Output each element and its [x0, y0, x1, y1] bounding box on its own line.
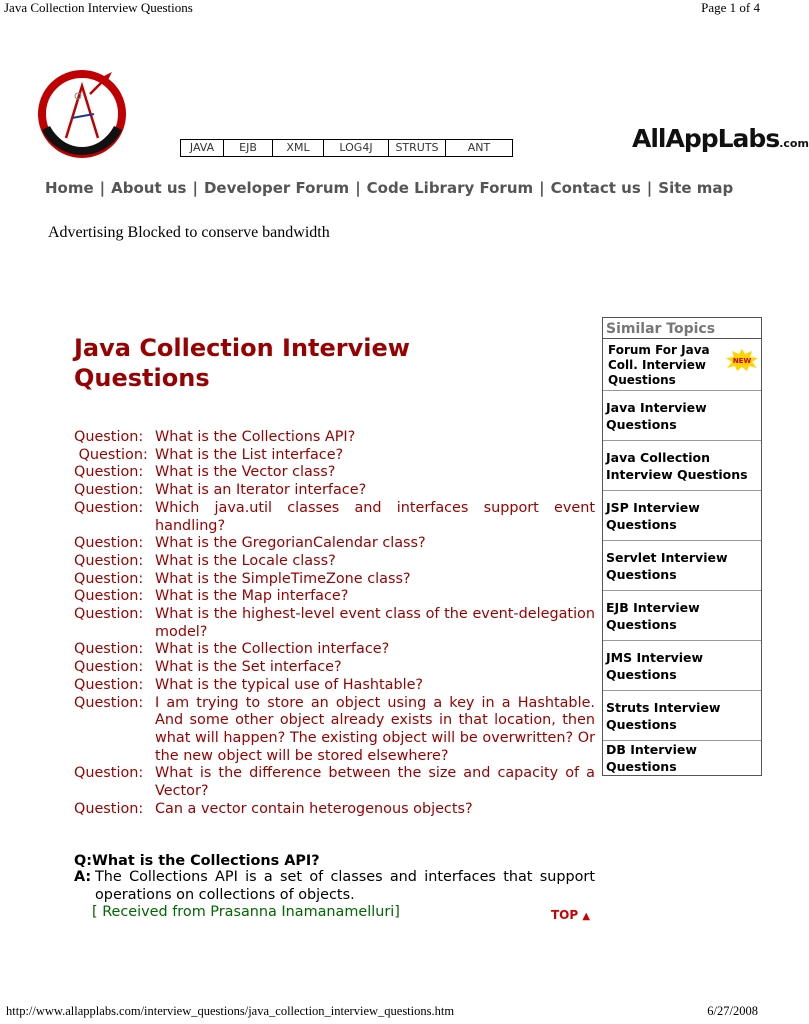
brand-suffix: .com — [779, 137, 809, 150]
sidebar-link[interactable] — [603, 640, 761, 690]
sidebar-link[interactable] — [603, 690, 761, 740]
nav-link-developer-forum[interactable]: Developer Forum — [203, 179, 350, 197]
nav-separator: | — [355, 179, 361, 197]
nav-separator: | — [539, 179, 545, 197]
question-item[interactable] — [74, 571, 595, 589]
svg-text:NEW: NEW — [732, 357, 752, 365]
sidebar-link[interactable] — [603, 390, 761, 440]
sidebar-link-label: Java Collection Interview Questions — [606, 449, 748, 482]
topic-nav-ant[interactable]: ANT — [467, 141, 491, 154]
brand-name: AllAppLabs — [632, 124, 780, 153]
print-header-title: Java Collection Interview Questions — [4, 0, 193, 15]
nav-link-contact-us[interactable]: Contact us — [550, 179, 641, 197]
question-link[interactable]: What is the highest-level event class of the event-delegation model? — [155, 606, 595, 640]
question-item[interactable] — [74, 801, 595, 819]
question-label: Question: — [74, 676, 144, 693]
nav-link-home[interactable]: Home — [45, 179, 94, 197]
question-item[interactable] — [74, 606, 595, 641]
nav-link-about-us[interactable]: About us — [111, 179, 187, 197]
print-page-number: Page 1 of 4 — [701, 0, 760, 15]
question-label: Question: — [74, 659, 144, 676]
sidebar-link[interactable] — [603, 540, 761, 590]
topic-nav-bar — [180, 139, 513, 157]
question-label: Question: — [74, 588, 144, 605]
sidebar-link-label: JMS Interview Questions — [606, 649, 704, 682]
answer-question: Q:What is the Collections API? — [74, 853, 320, 869]
question-item[interactable] — [74, 677, 595, 695]
sidebar-link[interactable] — [603, 490, 761, 540]
sidebar-link[interactable] — [603, 440, 761, 490]
topic-nav-struts[interactable]: STRUTS — [389, 140, 446, 156]
top-label: TOP — [551, 908, 579, 922]
question-link[interactable]: What is the difference between the size and capacity of a Vector? — [155, 765, 595, 800]
advert-notice: Advertising Blocked to conserve bandwidth — [48, 224, 330, 241]
question-label: Question: — [74, 570, 144, 587]
question-item[interactable] — [74, 765, 595, 800]
question-label: Question: — [74, 606, 144, 623]
main-nav — [45, 179, 733, 197]
question-item[interactable] — [74, 482, 595, 500]
sidebar-link-label: JSP Interview Questions — [606, 499, 700, 532]
sidebar-link-label: Struts Interview Questions — [606, 699, 721, 732]
question-link[interactable]: I am trying to store an object using a key in a Hashtable. And some other object already exists in that location, then what will happen? The existing object will be overwritten? Or the new object will be stored elsewhere? — [155, 694, 595, 764]
question-item[interactable] — [74, 641, 595, 659]
question-item[interactable] — [74, 553, 595, 571]
nav-link-site-map[interactable]: Site map — [658, 179, 734, 197]
question-label: Question: — [74, 641, 144, 658]
question-link[interactable]: What is the Collection interface? — [155, 641, 390, 658]
question-link[interactable]: What is the Locale class? — [155, 552, 336, 569]
sidebar-link-label: Servlet Interview Questions — [606, 549, 728, 582]
nav-separator: | — [646, 179, 653, 197]
topic-nav-java[interactable]: JAVA — [181, 140, 224, 156]
arrow-up-icon: ▲ — [582, 911, 591, 922]
received-credit: [ Received from Prasanna Inamanamelluri] — [92, 904, 400, 920]
answer-block — [74, 853, 595, 922]
sidebar-link-label: EJB Interview Questions — [606, 599, 700, 632]
question-link[interactable]: Can a vector contain heterogenous objects? — [155, 800, 473, 817]
sidebar-title: Similar Topics — [603, 318, 761, 339]
sidebar-link-label: Java Interview Questions — [606, 399, 707, 432]
topic-nav-log4j[interactable]: LOG4J — [324, 140, 389, 156]
similar-topics-sidebar — [602, 317, 762, 776]
question-link[interactable]: What is the typical use of Hashtable? — [155, 676, 424, 693]
allapplabs-brand[interactable] — [632, 124, 809, 153]
sidebar-link-label: DB Interview Questions — [606, 742, 697, 774]
question-label: Question: — [74, 446, 148, 463]
question-link[interactable]: What is the Collections API? — [155, 429, 356, 445]
sidebar-link[interactable] — [603, 740, 761, 775]
topic-nav-xml[interactable]: XML — [273, 140, 324, 156]
question-link[interactable]: What is the Set interface? — [155, 659, 342, 676]
sidebar-link-label: Forum For Java Coll. Interview Questions — [608, 343, 710, 387]
question-item[interactable] — [74, 588, 595, 606]
question-label: Question: — [74, 429, 144, 445]
allapplabs-logo[interactable] — [34, 66, 130, 162]
question-label: Question: — [74, 535, 144, 552]
question-link[interactable]: What is the List interface? — [155, 446, 344, 463]
page-title: Java Collection Interview Questions — [74, 334, 410, 392]
print-footer-url: http://www.allapplabs.com/interview_questions/java_collection_interview_questions.htm — [6, 1004, 455, 1018]
question-item[interactable] — [74, 659, 595, 677]
question-item[interactable] — [74, 447, 595, 465]
question-item[interactable] — [74, 429, 595, 447]
question-link[interactable]: What is the Map interface? — [155, 588, 349, 605]
question-link[interactable]: What is the SimpleTimeZone class? — [155, 570, 411, 587]
question-link[interactable]: What is an Iterator interface? — [155, 482, 367, 499]
question-link[interactable]: What is the GregorianCalendar class? — [155, 535, 426, 552]
question-link[interactable]: What is the Vector class? — [155, 464, 336, 481]
nav-separator: | — [99, 179, 106, 197]
sidebar-link[interactable] — [603, 590, 761, 640]
question-label: Question: — [74, 694, 144, 711]
sidebar-link[interactable] — [603, 339, 761, 390]
question-label: Question: — [74, 499, 144, 516]
question-item[interactable] — [74, 500, 595, 535]
nav-link-code-library-forum[interactable]: Code Library Forum — [366, 179, 534, 197]
question-item[interactable] — [74, 695, 595, 766]
question-item[interactable] — [74, 464, 595, 482]
print-footer-date: 6/27/2008 — [707, 1004, 758, 1018]
new-badge-icon — [725, 349, 759, 371]
question-list — [74, 429, 595, 818]
question-label: Question: — [74, 464, 144, 481]
top-link[interactable] — [551, 908, 590, 922]
question-label: Question: — [74, 552, 144, 569]
question-label: Question: — [74, 482, 144, 499]
question-label: Question: — [74, 800, 144, 817]
answer-text: The Collections API is a set of classes and interfaces that support operations on collections of objects. — [95, 869, 595, 903]
question-label: Question: — [74, 765, 144, 782]
question-item[interactable] — [74, 535, 595, 553]
question-link[interactable]: Which java.util classes and interfaces support event handling? — [155, 499, 595, 534]
topic-nav-ejb[interactable]: EJB — [224, 140, 273, 156]
nav-separator: | — [192, 179, 198, 197]
answer-label: A: — [74, 869, 92, 885]
